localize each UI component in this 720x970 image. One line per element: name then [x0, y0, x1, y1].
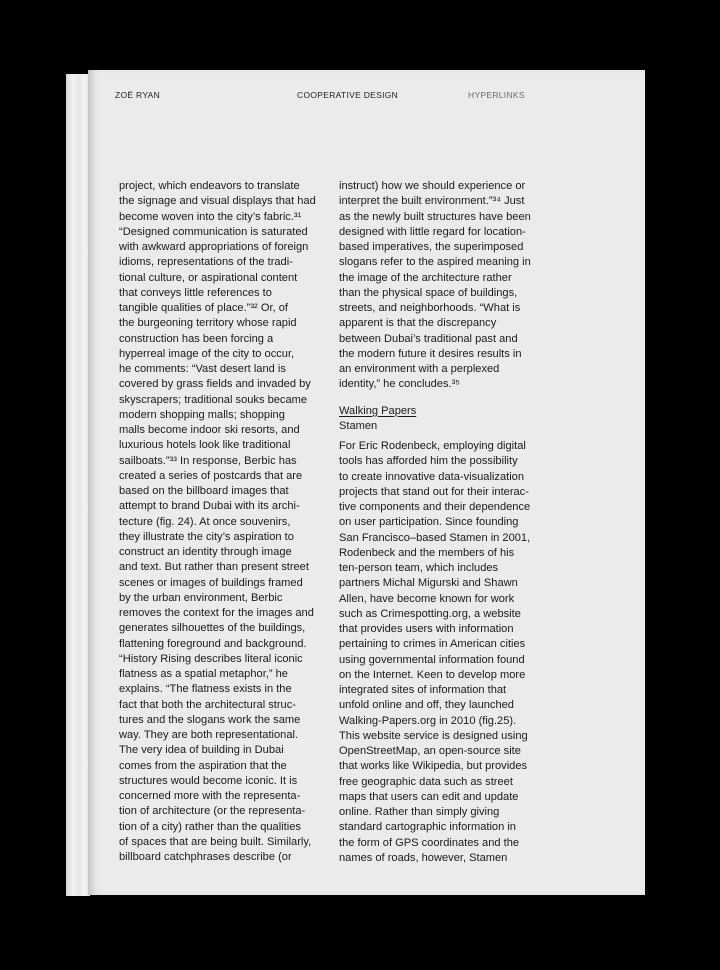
text-line: Walking-Papers.org in 2010 (fig.25). [339, 714, 517, 727]
left-text-column [119, 179, 331, 865]
text-line: the burgeoning territory whose rapid [119, 317, 297, 330]
text-line: based imperatives, the superimposed [339, 241, 524, 253]
text-line: tures and the slogans work the same [119, 713, 301, 726]
text-line: flattening foreground and background. [119, 637, 307, 650]
text-line: become woven into the city’s fabric.³¹ [119, 210, 302, 223]
text-line: attempt to brand Dubai with its archi- [119, 500, 300, 513]
text-line: structures would become iconic. It is [119, 774, 298, 787]
text-line: an environment with a perplexed [339, 363, 500, 375]
text-line: Rodenbeck and the members of his [339, 546, 515, 559]
text-line: ten-person team, which includes [339, 562, 499, 574]
text-line: luxurious hotels look like traditional [119, 439, 291, 452]
section-heading-subtitle: Stamen [339, 419, 378, 432]
text-line: sailboats.”³³ In response, Berbic has [119, 454, 297, 467]
section-gap [339, 393, 551, 404]
text-line: removes the context for the images and [119, 607, 314, 619]
text-line: explains. “The flatness exists in the [119, 683, 292, 696]
text-line: tools has afforded him the possibility [339, 455, 518, 468]
text-line: and text. But rather than present street [119, 561, 309, 574]
text-line: that conveys little references to [119, 286, 272, 299]
running-head-author: ZOË RYAN [115, 90, 161, 100]
text-line: tion of architecture (or the representa- [119, 805, 306, 818]
text-line: free geographic data such as street [339, 775, 513, 788]
text-line: that works like Wikipedia, but provides [339, 760, 528, 773]
text-line: as the newly built structures have been [339, 210, 531, 223]
text-line: construct an identity through image [119, 546, 292, 558]
text-line: For Eric Rodenbeck, employing digital [339, 440, 526, 452]
text-line: interpret the built environment.”³⁴ Just [339, 195, 525, 208]
text-line: idioms, representations of the tradi- [119, 256, 293, 269]
text-line: the form of GPS coordinates and the [339, 836, 520, 849]
text-line: tecture (fig. 24). At once souvenirs, [119, 515, 291, 528]
text-line: concerned more with the representa- [119, 790, 301, 802]
text-line: he comments: “Vast desert land is [119, 363, 286, 375]
text-line: tive components and their dependence [339, 501, 531, 513]
text-line: generates silhouettes of the buildings, [119, 622, 306, 635]
text-line: malls become indoor ski resorts, and [119, 424, 300, 436]
text-line: identity,” he concludes.³⁵ [339, 378, 460, 391]
text-line: integrated sites of information that [339, 684, 507, 696]
book-page [88, 70, 645, 895]
text-line: scenes or images of buildings framed [119, 576, 303, 589]
text-line: tangible qualities of place.”³² Or, of [119, 302, 288, 314]
text-line: way. They are both representational. [119, 729, 299, 741]
text-line: San Francisco–based Stamen in 2001, [339, 531, 531, 544]
text-line: created a series of postcards that are [119, 469, 303, 482]
running-head-section: HYPERLINKS [468, 90, 525, 100]
text-line: flatness as a spatial metaphor,” he [119, 668, 288, 680]
text-line: the image of the architecture rather [339, 271, 512, 284]
text-line: apparent is that the discrepancy [339, 317, 497, 330]
text-line: designed with little regard for location- [339, 225, 526, 238]
text-line: modern shopping malls; shopping [119, 408, 285, 421]
text-line: tional culture, or aspirational content [119, 271, 298, 284]
right-text-column [339, 179, 551, 866]
text-line: comes from the aspiration that the [119, 759, 287, 772]
text-line: The very idea of building in Dubai [119, 744, 284, 757]
text-line: online. Rather than simply giving [339, 806, 500, 818]
text-line: on user participation. Since founding [339, 516, 519, 529]
text-line: unfold online and off, they launched [339, 699, 514, 712]
text-line: with awkward appropriations of foreign [119, 241, 309, 253]
text-line: maps that users can edit and update [339, 790, 519, 803]
text-line: between Dubai’s traditional past and [339, 332, 518, 345]
text-line: that provides users with information [339, 623, 514, 635]
text-line: Allen, have become known for work [339, 592, 515, 605]
text-line: skyscrapers; traditional souks became [119, 393, 308, 406]
text-line: project, which endeavors to translate [119, 180, 300, 192]
text-line: partners Michal Migurski and Shawn [339, 577, 518, 590]
text-line: the signage and visual displays that had [119, 195, 316, 208]
text-line: streets, and neighborhoods. “What is [339, 302, 521, 314]
text-line: billboard catchphrases describe (or [119, 851, 292, 863]
text-line: “History Rising describes literal iconic [119, 652, 303, 665]
text-line: covered by grass fields and invaded by [119, 378, 311, 391]
text-line: slogans refer to the aspired meaning in [339, 256, 531, 269]
text-line: on the Internet. Keen to develop more [339, 668, 526, 681]
running-head-book-title: COOPERATIVE DESIGN [297, 90, 399, 100]
book-page-edges [66, 74, 90, 896]
text-line: tion of a city) rather than the qualities [119, 820, 301, 833]
text-line: based on the billboard images that [119, 485, 289, 497]
text-line: This website service is designed using [339, 729, 528, 742]
text-line: hyperreal image of the city to occur, [119, 347, 295, 360]
text-line: to create innovative data-visualization [339, 470, 525, 483]
text-line: OpenStreetMap, an open-source site [339, 745, 521, 757]
text-line: construction has been forcing a [119, 332, 274, 345]
text-line: than the physical space of buildings, [339, 286, 518, 299]
text-line: using governmental information found [339, 653, 525, 666]
text-line: fact that both the architectural struc- [119, 698, 296, 711]
text-line: pertaining to crimes in American cities [339, 638, 526, 651]
text-line: “Designed communication is saturated [119, 225, 308, 238]
right-column-body [339, 439, 551, 866]
text-line: by the urban environment, Berbic [119, 591, 283, 604]
text-line: standard cartographic information in [339, 821, 516, 834]
text-line: names of roads, however, Stamen [339, 851, 508, 864]
section-heading-title: Walking Papers [339, 404, 417, 417]
text-line: projects that stand out for their interac- [339, 485, 529, 498]
text-line: such as Crimespotting.org, a website [339, 607, 521, 620]
text-line: they illustrate the city’s aspiration to [119, 530, 294, 543]
right-column-intro [339, 179, 551, 393]
text-line: of spaces that are being built. Similarly, [119, 835, 312, 848]
text-line: the modern future it desires results in [339, 347, 522, 360]
text-line: instruct) how we should experience or [339, 180, 526, 192]
